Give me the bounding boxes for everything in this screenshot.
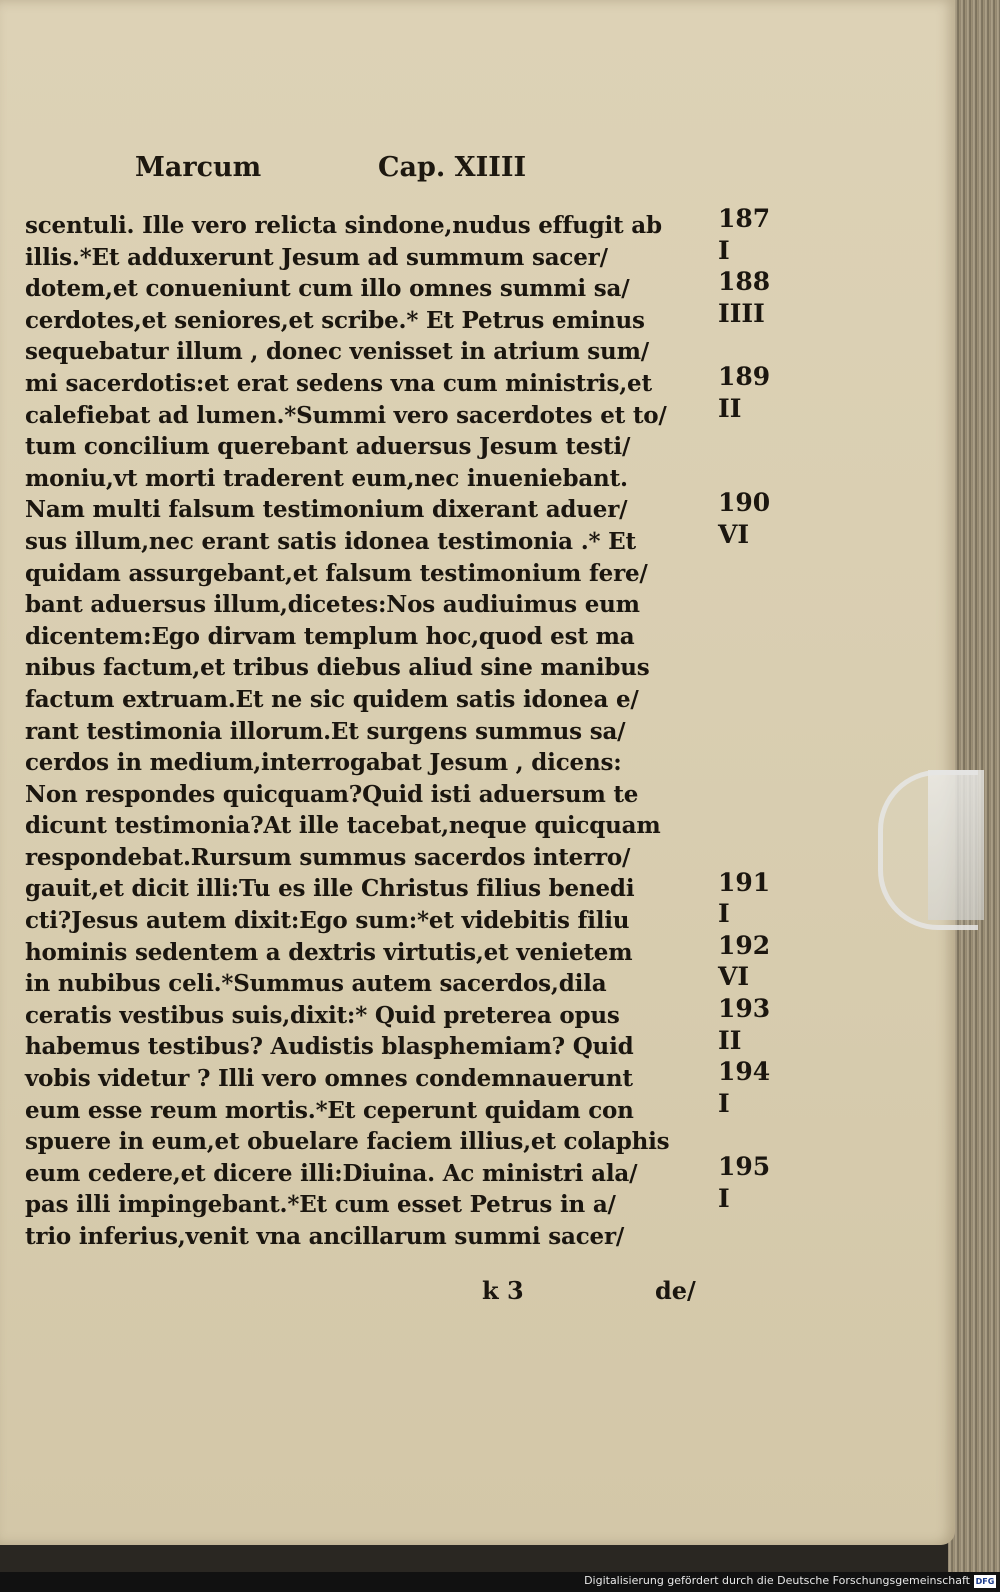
margin-note: 189 bbox=[718, 362, 771, 391]
text-line: tum concilium querebant aduersus Jesum testi/ bbox=[25, 433, 631, 461]
margin-notes bbox=[718, 204, 808, 1310]
running-head bbox=[0, 152, 955, 192]
text-line: rant testimonia illorum.Et surgens summus sa/ bbox=[25, 717, 626, 745]
margin-note: 187 bbox=[718, 204, 771, 233]
text-line: cerdotes,et seniores,et scribe.* Et Petrus eminus bbox=[25, 306, 645, 334]
text-line: eum esse reum mortis.*Et ceperunt quidam con bbox=[25, 1096, 634, 1124]
margin-note: 195 bbox=[718, 1152, 771, 1181]
credit-bar bbox=[0, 1572, 1000, 1592]
digitization-credit: Digitalisierung gefördert durch die Deutsche Forschungsgemeinschaft bbox=[584, 1574, 970, 1587]
text-line: trio inferius,venit vna ancillarum summi sacer/ bbox=[25, 1223, 625, 1250]
text-line: Non respondes quicquam?Quid isti aduersum te bbox=[25, 780, 639, 808]
page-footer bbox=[0, 1276, 955, 1316]
text-line: in nubibus celi.*Summus autem sacerdos,dila bbox=[25, 970, 607, 998]
text-line: dicentem:Ego dirvam templum hoc,quod est ma bbox=[25, 622, 635, 650]
text-line: factum extruam.Et ne sic quidem satis idonea e/ bbox=[25, 685, 639, 713]
margin-note: IIII bbox=[718, 298, 765, 328]
text-line: sus illum,nec erant satis idonea testimonia .* Et bbox=[25, 527, 636, 555]
text-line: calefiebat ad lumen.*Summi vero sacerdotes et to/ bbox=[25, 401, 667, 429]
catchword: de/ bbox=[655, 1276, 696, 1305]
text-line: mi sacerdotis:et erat sedens vna cum ministris,et bbox=[25, 369, 652, 397]
text-line: illis.*Et adduxerunt Jesum ad summum sacer/ bbox=[25, 243, 608, 271]
text-line: nibus factum,et tribus diebus aliud sine manibus bbox=[25, 654, 650, 682]
signature-mark: k 3 bbox=[482, 1276, 524, 1305]
text-line: habemus testibus? Audistis blasphemiam? Quid bbox=[25, 1033, 634, 1061]
margin-note: 191 bbox=[718, 867, 771, 897]
margin-note: 190 bbox=[718, 488, 771, 518]
text-line: hominis sedentem a dextris virtutis,et venietem bbox=[25, 938, 633, 966]
text-line: eum cedere,et dicere illi:Diuina. Ac ministri ala/ bbox=[25, 1159, 638, 1187]
text-line: cti?Jesus autem dixit:Ego sum:*et videbitis filiu bbox=[25, 907, 630, 935]
text-line: scentuli. Ille vero relicta sindone,nudus effugit ab bbox=[25, 212, 662, 239]
text-line: dicunt testimonia?At ille tacebat,neque quicquam bbox=[25, 812, 661, 840]
dfg-logo: DFG bbox=[975, 1577, 995, 1586]
margin-note: II bbox=[718, 393, 742, 423]
text-line: cerdos in medium,interrogabat Jesum , dicens: bbox=[25, 749, 622, 777]
margin-note: I bbox=[718, 1088, 730, 1118]
margin-note: I bbox=[718, 1183, 730, 1213]
margin-note: 192 bbox=[718, 930, 771, 960]
text-line: sequebatur illum , donec venisset in atrium sum/ bbox=[25, 338, 649, 366]
text-line: quidam assurgebant,et falsum testimonium fere/ bbox=[25, 559, 648, 587]
text-line: bant aduersus illum,dicetes:Nos audiuimus eum bbox=[25, 591, 640, 619]
margin-note: 194 bbox=[718, 1057, 771, 1087]
margin-note: I bbox=[718, 235, 730, 265]
text-line: respondebat.Rursum summus sacerdos interro/ bbox=[25, 843, 631, 871]
text-line: Nam multi falsum testimonium dixerant aduer/ bbox=[25, 496, 628, 524]
text-line: pas illi impingebant.*Et cum esset Petrus in a/ bbox=[25, 1191, 616, 1219]
page-clip bbox=[878, 770, 978, 930]
margin-note: VI bbox=[718, 520, 750, 549]
margin-note: VI bbox=[718, 962, 750, 992]
running-head-chapter: Cap. XIIII bbox=[378, 152, 527, 183]
body-text bbox=[25, 210, 715, 1253]
margin-note: 193 bbox=[718, 994, 771, 1023]
text-line: spuere in eum,et obuelare faciem illius,et colaphis bbox=[25, 1128, 670, 1156]
running-head-book: Marcum bbox=[135, 152, 262, 183]
margin-note: I bbox=[718, 899, 730, 929]
margin-note: 188 bbox=[718, 267, 771, 297]
text-line: dotem,et conueniunt cum illo omnes summi sa/ bbox=[25, 275, 630, 303]
text-line: vobis videtur ? Illi vero omnes condemnauerunt bbox=[25, 1065, 633, 1093]
text-line: ceratis vestibus suis,dixit:* Quid preterea opus bbox=[25, 1001, 620, 1029]
text-line: moniu,vt morti traderent eum,nec inueniebant. bbox=[25, 464, 628, 492]
margin-note: II bbox=[718, 1025, 742, 1055]
text-line: gauit,et dicit illi:Tu es ille Christus filius benedi bbox=[25, 875, 635, 903]
